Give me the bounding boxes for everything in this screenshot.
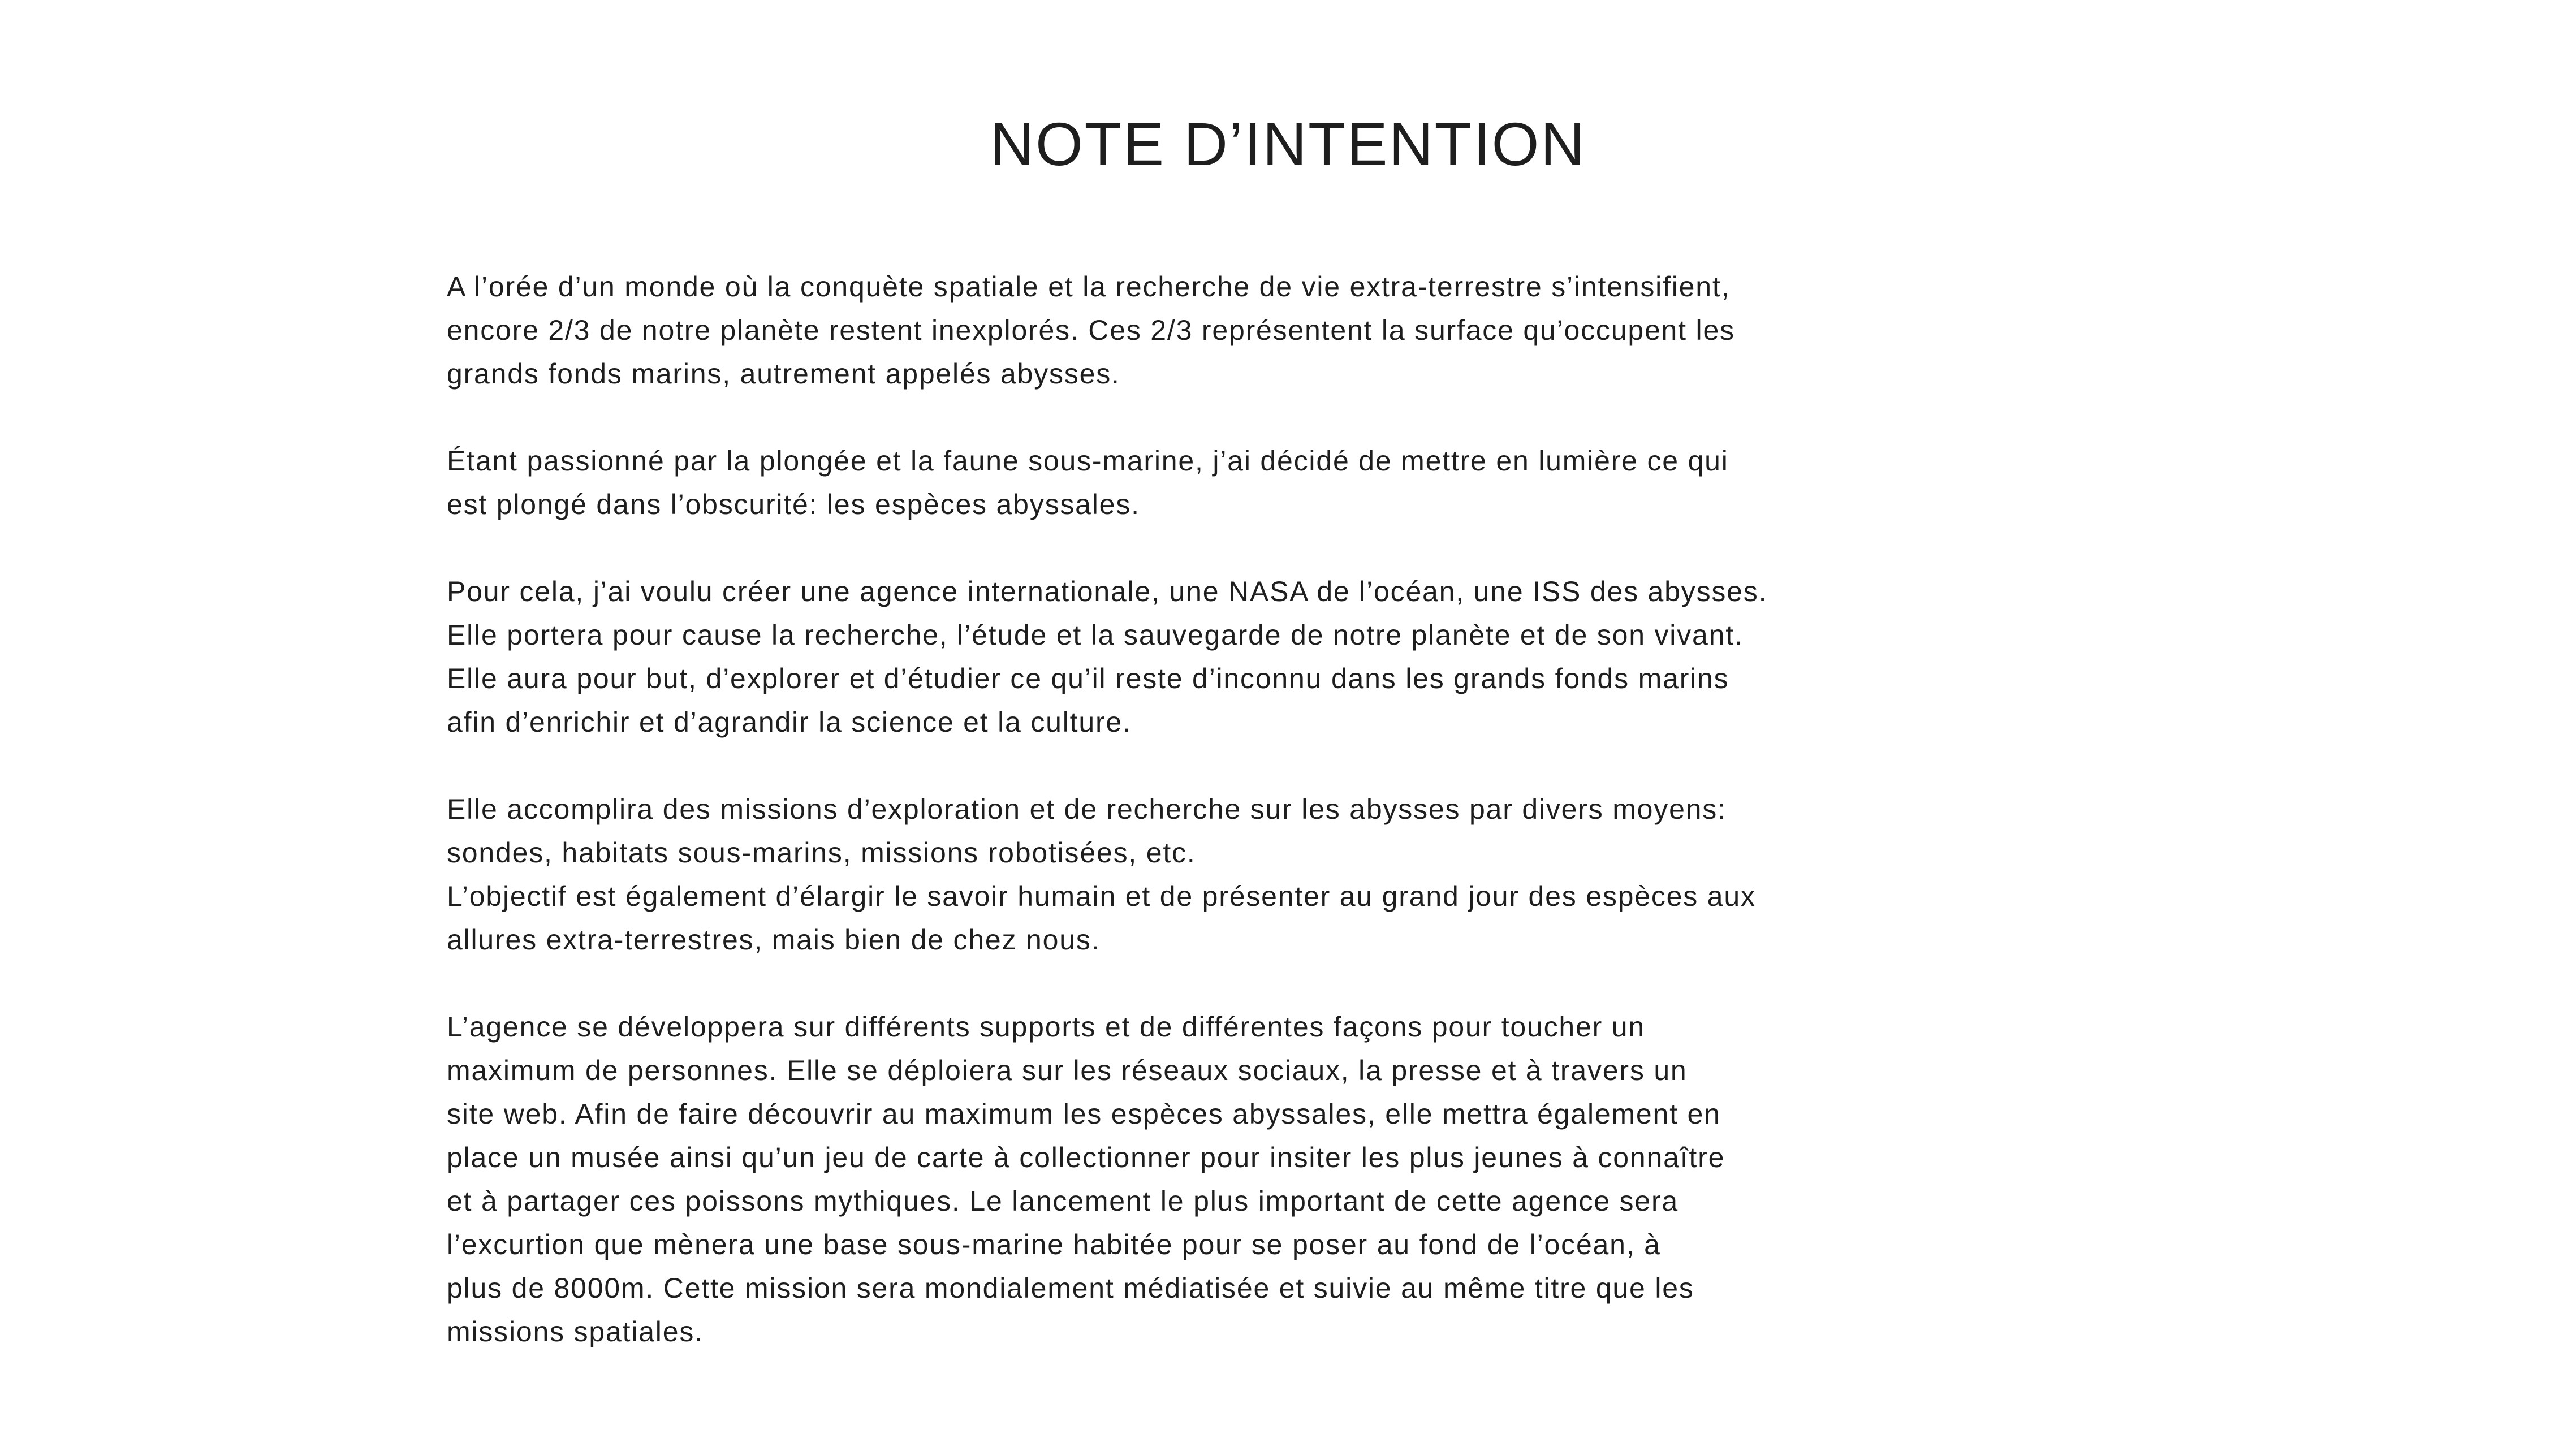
text-line: plus de 8000m. Cette mission sera mondialement médiatisée et suivie au même titre que les: [447, 1272, 1694, 1304]
text-line: grands fonds marins, autrement appelés abysses.: [447, 358, 1120, 390]
text-line: Elle accomplira des missions d’exploration et de recherche sur les abysses par divers moyens:: [447, 793, 1727, 825]
page-title: NOTE D’INTENTION: [990, 110, 1586, 178]
text-line: Étant passionné par la plongée et la faune sous-marine, j’ai décidé de mettre en lumière ce qui: [447, 445, 1729, 477]
paragraph: [447, 439, 2206, 526]
text-line: L’objectif est également d’élargir le savoir humain et de présenter au grand jour des espèces aux: [447, 880, 1756, 912]
text-line: Pour cela, j’ai voulu créer une agence internationale, une NASA de l’océan, une ISS des abysses.: [447, 576, 1768, 607]
text-line: Elle aura pour but, d’explorer et d’étudier ce qu’il reste d’inconnu dans les grands fonds marins: [447, 663, 1729, 694]
text-line: maximum de personnes. Elle se déploiera sur les réseaux sociaux, la presse et à travers un: [447, 1055, 1688, 1086]
text-line: l’excurtion que mènera une base sous-marine habitée pour se poser au fond de l’océan, à: [447, 1229, 1661, 1260]
text-line: place un musée ainsi qu’un jeu de carte à collectionner pour insiter les plus jeunes à connaître: [447, 1142, 1725, 1173]
paragraph: [447, 1005, 2206, 1354]
text-line: L’agence se développera sur différents supports et de différentes façons pour toucher un: [447, 1011, 1645, 1043]
paragraph: [447, 265, 2206, 396]
text-line: Elle portera pour cause la recherche, l’étude et la sauvegarde de notre planète et de son vivant.: [447, 619, 1744, 651]
text-line: allures extra-terrestres, mais bien de chez nous.: [447, 924, 1101, 956]
text-line: afin d’enrichir et d’agrandir la science et la culture.: [447, 706, 1132, 738]
text-line: site web. Afin de faire découvrir au maximum les espèces abyssales, elle mettra également en: [447, 1098, 1721, 1130]
text-line: est plongé dans l’obscurité: les espèces abyssales.: [447, 489, 1140, 520]
text-line: et à partager ces poissons mythiques. Le lancement le plus important de cette agence sera: [447, 1185, 1679, 1217]
paragraph: [447, 788, 2206, 962]
paragraph: [447, 570, 2206, 744]
text-line: sondes, habitats sous-marins, missions robotisées, etc.: [447, 837, 1196, 869]
document-body: [447, 265, 2206, 1354]
text-line: A l’orée d’un monde où la conquète spatiale et la recherche de vie extra-terrestre s’intensifient,: [447, 271, 1731, 303]
text-line: missions spatiales.: [447, 1316, 704, 1347]
text-line: encore 2/3 de notre planète restent inexplorés. Ces 2/3 représentent la surface qu’occupent les: [447, 314, 1735, 346]
